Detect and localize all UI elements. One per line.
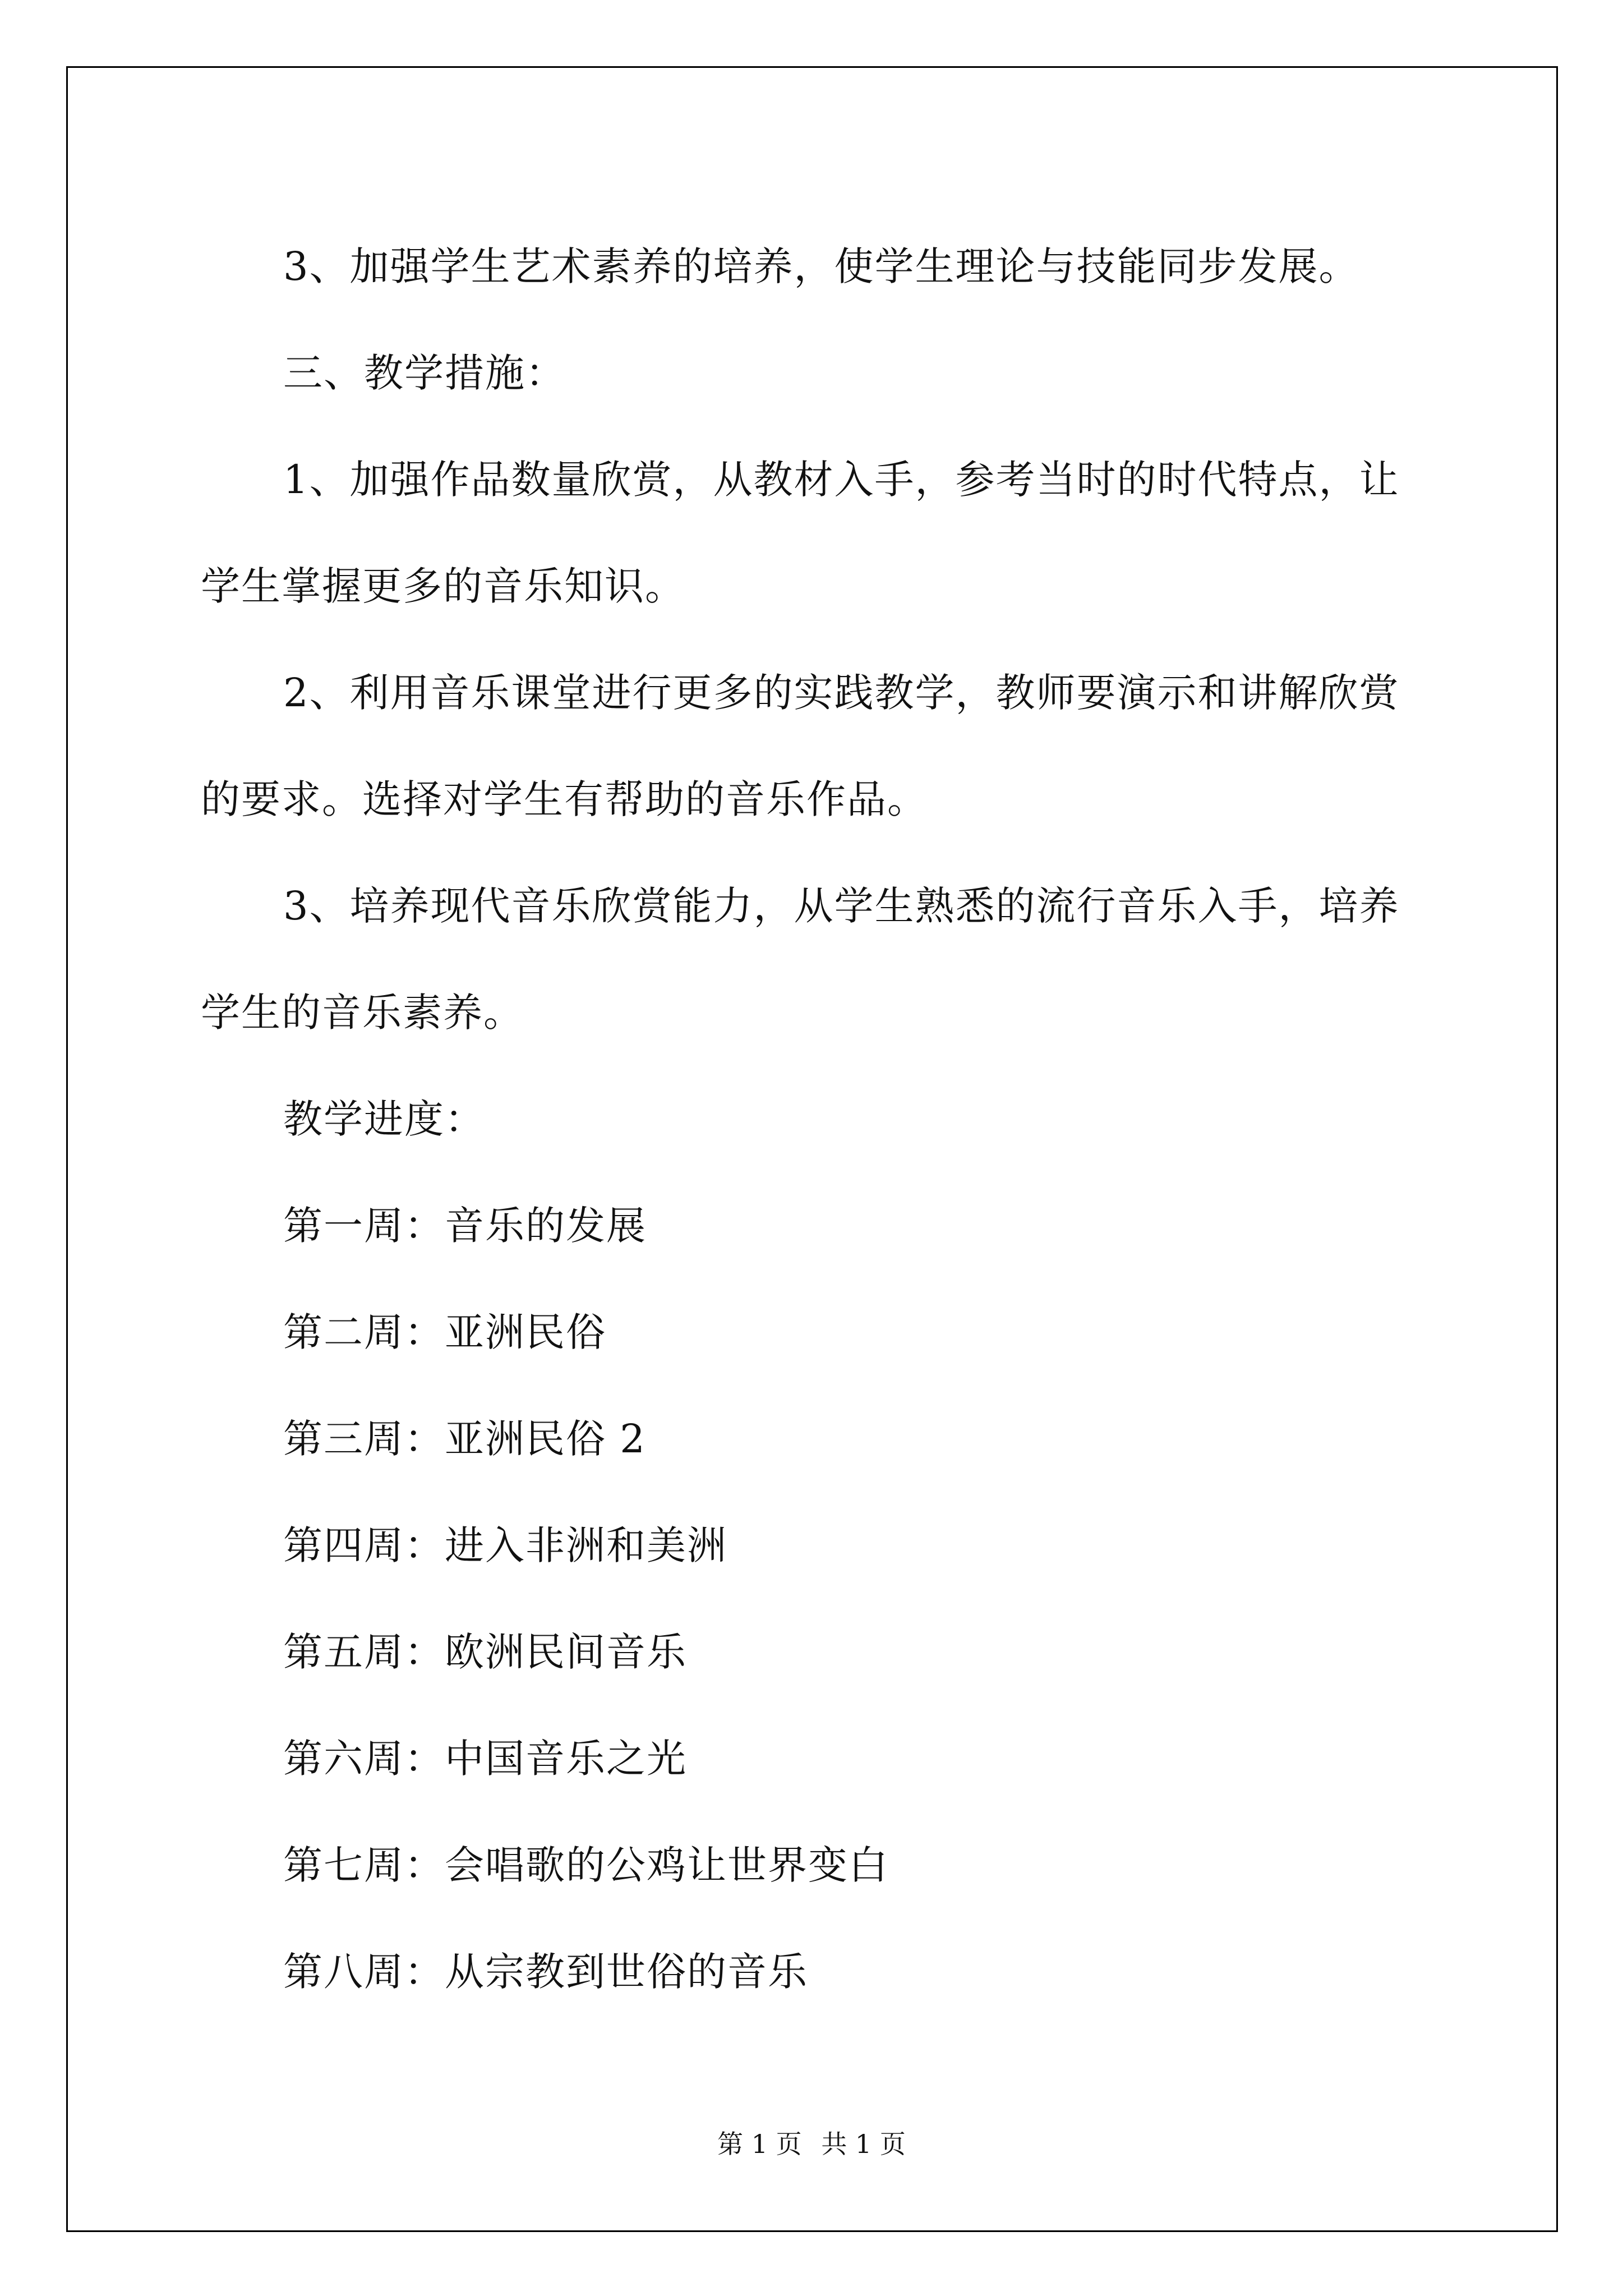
- paragraph-goal-3: 3、加强学生艺术素养的培养，使学生理论与技能同步发展。: [283, 243, 1359, 289]
- section-heading-measures: 三、教学措施：: [283, 350, 566, 396]
- page-footer: [0, 2127, 1623, 2161]
- schedule-week-8: 第八周：从宗教到世俗的音乐: [283, 1949, 808, 1995]
- schedule-week-3: 第三周：亚洲民俗 2: [283, 1416, 646, 1462]
- heading-schedule: 教学进度：: [283, 1096, 485, 1142]
- page-number: 第 1 页: [717, 2129, 802, 2159]
- page-total: 共 1 页: [821, 2129, 906, 2159]
- schedule-week-6: 第六周：中国音乐之光: [283, 1736, 687, 1782]
- document-body: [201, 213, 1432, 2025]
- schedule-week-7: 第七周：会唱歌的公鸡让世界变白: [283, 1842, 889, 1888]
- schedule-week-1: 第一周：音乐的发展: [283, 1203, 647, 1249]
- paragraph-measure-1: 1、加强作品数量欣赏，从教材入手，参考当时的时代特点，让学生掌握更多的音乐知识。: [201, 457, 1400, 609]
- paragraph-measure-3: 3、培养现代音乐欣赏能力，从学生熟悉的流行音乐入手，培养学生的音乐素养。: [201, 883, 1400, 1036]
- schedule-week-4: 第四周：进入非洲和美洲: [283, 1522, 727, 1568]
- schedule-week-5: 第五周：欧洲民间音乐: [283, 1629, 687, 1675]
- paragraph-measure-2: 2、利用音乐课堂进行更多的实践教学，教师要演示和讲解欣赏的要求。选择对学生有帮助的音乐作品。: [201, 670, 1400, 822]
- schedule-week-2: 第二周：亚洲民俗: [283, 1309, 606, 1355]
